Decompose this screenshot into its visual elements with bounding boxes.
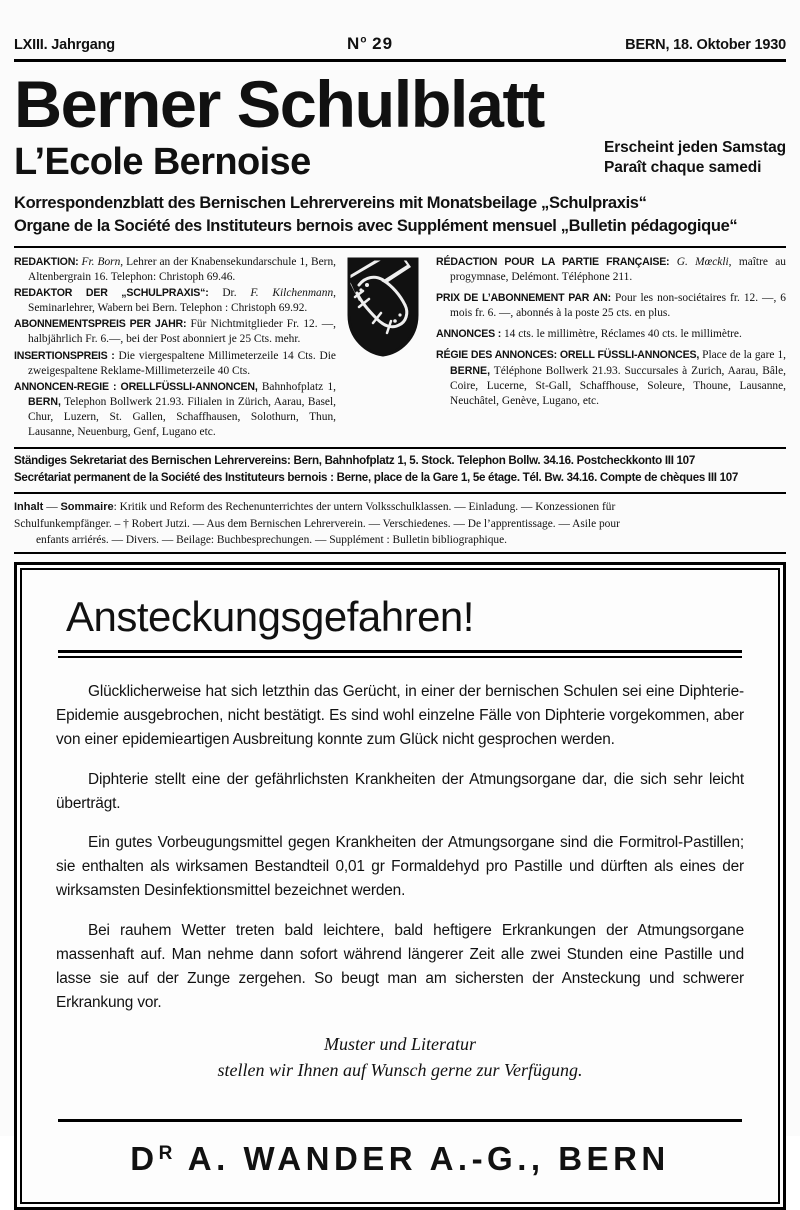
imprint-text: , maître au progymnase, Delémont. Téléphone 211. [450, 255, 787, 283]
imprint-text: Place de la gare 1, [699, 349, 786, 362]
toc-bottom-rule [14, 552, 786, 554]
place-date: BERN, 18. Oktober 1930 [625, 37, 786, 53]
issue-prefix: N [347, 34, 361, 53]
secretariat-block [14, 449, 786, 490]
imprint-name: F. Kilchenmann [250, 286, 334, 299]
toc-dash: — [43, 501, 61, 514]
issue-ordinal-sup: o [360, 34, 367, 46]
imprint-text: 14 cts. le millimètre, Réclames 40 cts. le millimètre. [501, 328, 742, 341]
imprint-text: Die viergespaltene Millimeterzeile 14 Cts. Die zweigespaltene Reklame-Millimeterzeile 40 Cts. [28, 349, 336, 377]
header-rule [14, 59, 786, 62]
imprint-city: BERNE, [450, 364, 491, 377]
advertisement-body [56, 680, 744, 1015]
imprint-text-2: Téléphone Bollwerk 21.93. Succursales à Zurich, Aarau, Bâle, Coire, Lucerne, St-Gall, Schaffhouse, Soleure, Thoune, Lausanne, Neuchâtel, Genève, Lugano, etc. [450, 364, 786, 407]
coat-of-arms-container [336, 255, 430, 357]
strapline-de: Korrespondenzblatt des Bernischen Lehrervereins mit Monatsbeilage „Schulpraxis“ [14, 194, 647, 213]
toc-label-fr: Sommaire [60, 501, 114, 514]
imprint-label: REDAKTION: [14, 255, 79, 268]
imprint-item [14, 286, 336, 316]
masthead-rule [14, 246, 786, 248]
imprint-item [14, 255, 336, 285]
imprint-text-2: Telephon Bollwerk 21.93. Filialen in Zürich, Aarau, Basel, Chur, Luzern, St. Gallen, Schaffhausen, Solothurn, Thun, Lausanne, Neuenburg, Genf, Lugano etc. [28, 395, 336, 439]
masthead-title-fr: L’Ecole Bernoise [14, 141, 311, 184]
advertiser-name [56, 1122, 744, 1184]
imprint-item [436, 348, 786, 409]
imprint-label: INSERTIONSPREIS : [14, 349, 115, 362]
imprint-item [436, 327, 786, 342]
secretariat-de: Ständiges Sekretariat des Bernischen Lehrervereins: Bern, Bahnhofplatz 1, 5. Stock. Telephon Bollw. 34.16. Postcheckkonto III 107 [14, 454, 695, 468]
advertisement-headline-rules [58, 650, 742, 658]
imprint-item [436, 255, 786, 285]
imprint-text: Pour les non-sociétaires fr. 12. —, 6 mois fr. 6. —, abonnés à la poste 25 cts. en plus. [450, 291, 786, 320]
imprint-column-french [430, 255, 786, 415]
strapline-fr: Organe de la Société des Instituteurs bernois avec Supplément mensuel „Bulletin pédagogique“ [14, 216, 738, 235]
imprint-text: , Lehrer an der Knabensekundarschule 1, Bern, Altenbergrain 16. Telephon: Christoph 69.46. [28, 255, 336, 283]
imprint-text: , Seminarlehrer, Wabern bei Bern. Telephon : Christoph 69.92. [28, 286, 336, 315]
imprint-name: Fr. Born [81, 255, 121, 268]
imprint-label: ABONNEMENTSPREIS PER JAHR: [14, 318, 187, 331]
masthead-second-row [14, 138, 786, 184]
advertisement-paragraph: Glücklicherweise hat sich letzthin das Gerücht, in einer der bernischen Schulen sei eine Diphterie-Epidemie ausgebrochen, nicht bestätigt. Es sind wohl einzelne Fälle von Diphterie vorgekommen, aber von einer epidemieartigen Ausbreitung konnte zum Glück nicht gesprochen werden. [56, 683, 744, 748]
imprint-label: REDAKTOR DER „SCHULPRAXIS“: [14, 286, 209, 299]
advertiser-superscript: R [158, 1142, 176, 1164]
imprint-column-german [14, 255, 336, 442]
advertisement-paragraph: Ein gutes Vorbeugungsmittel gegen Krankheiten der Atmungsorgane sind die Formitrol-Pastillen; sie enthalten als wirksamen Bestandteil 0,01 gr Formaldehyd pro Pastille und dürften als eines der wirksamsten Desinfektionsmittel bezeichnet werden. [56, 834, 744, 900]
masthead-title-de: Berner Schulblatt [14, 67, 544, 141]
imprint-item [14, 380, 336, 441]
volume-label: LXIII. Jahrgang [14, 37, 115, 53]
bern-coat-of-arms-icon [347, 257, 419, 357]
advertisement-signoff [56, 1031, 744, 1083]
toc-line-1: Kritik und Reform des Rechenunterrichtes der untern Volksschulklassen. — Einladung. — Konzessionen für [119, 501, 616, 514]
imprint-label: PRIX DE L’ABONNEMENT PAR AN: [436, 291, 611, 304]
advertisement-headline: Ansteckungsgefahren! [66, 593, 474, 641]
issue-value: 29 [372, 34, 394, 53]
imprint-label: ANNONCEN-REGIE : ORELLFÜSSLI-ANNONCEN, [14, 380, 258, 393]
imprint-item [436, 291, 786, 321]
advertiser-prefix: D [130, 1139, 159, 1177]
secretariat-fr: Secrétariat permanent de la Société des Instituteurs bernois : Berne, place de la Gare 1, 5e étage. Tél. Bw. 34.16. Compte de chèques III 107 [14, 471, 739, 485]
signoff-line-2: stellen wir Ihnen auf Wunsch gerne zur Verfügung. [217, 1059, 583, 1080]
signoff-line-1: Muster und Literatur [323, 1033, 476, 1054]
advertiser-rest: A. WANDER A.-G., BERN [175, 1139, 670, 1177]
imprint-label: RÉDACTION POUR LA PARTIE FRANÇAISE: [436, 255, 670, 268]
imprint-label: ANNONCES : [436, 328, 502, 341]
imprint-block [14, 255, 786, 442]
imprint-label: RÉGIE DES ANNONCES: ORELL FÜSSLI-ANNONCES, [436, 349, 700, 362]
issue-number [347, 34, 393, 54]
imprint-text-pre: Dr. [208, 286, 251, 299]
advertisement-paragraph: Diphterie stellt eine der gefährlichsten Krankheiten der Atmungsorgane dar, die sich sehr leicht überträgt. [56, 770, 744, 812]
toc-label-de: Inhalt [14, 501, 44, 514]
table-of-contents [14, 494, 786, 552]
imprint-city: BERN, [28, 395, 61, 408]
imprint-name: G. Mœckli [669, 255, 729, 268]
page-header-line [14, 0, 786, 54]
toc-line-2: Schulfunkempfänger. – † Robert Jutzi. — Aus dem Bernischen Lehrerverein. — Verschiedenes. — De l’apprentissage. — Asile pour [14, 517, 620, 530]
frequency-de: Erscheint jeden Samstag [603, 139, 786, 157]
imprint-text: Für Nichtmitglieder Fr. 12. —, halbjährlich Fr. 6.—, bei der Post abonniert je 25 Cts. mehr. [28, 318, 336, 346]
advertisement [14, 562, 786, 1210]
advertisement-inner-frame [20, 568, 780, 1204]
advertisement-paragraph: Bei rauhem Wetter treten bald leichtere, bald heftigere Erkrankungen der Atmungsorgane massenhaft auf. Man nehme dann sofort während längerer Zeit alle zwei Stunden eine Pastille und lasse sie auf der Zunge zergehen. So beugt man am sichersten der Ansteckung und schwerer Erkrankung vor. [56, 922, 744, 1011]
publication-frequency [604, 138, 786, 181]
toc-colon: : [113, 501, 120, 514]
toc-line-3: enfants arriérés. — Divers. — Beilage: Buchbesprechungen. — Supplément : Bulletin bibliographique. [36, 533, 508, 546]
imprint-text: Bahnhofplatz 1, [257, 380, 336, 393]
imprint-item [14, 317, 336, 347]
imprint-item [14, 349, 336, 379]
frequency-fr: Paraît chaque samedi [603, 158, 762, 176]
